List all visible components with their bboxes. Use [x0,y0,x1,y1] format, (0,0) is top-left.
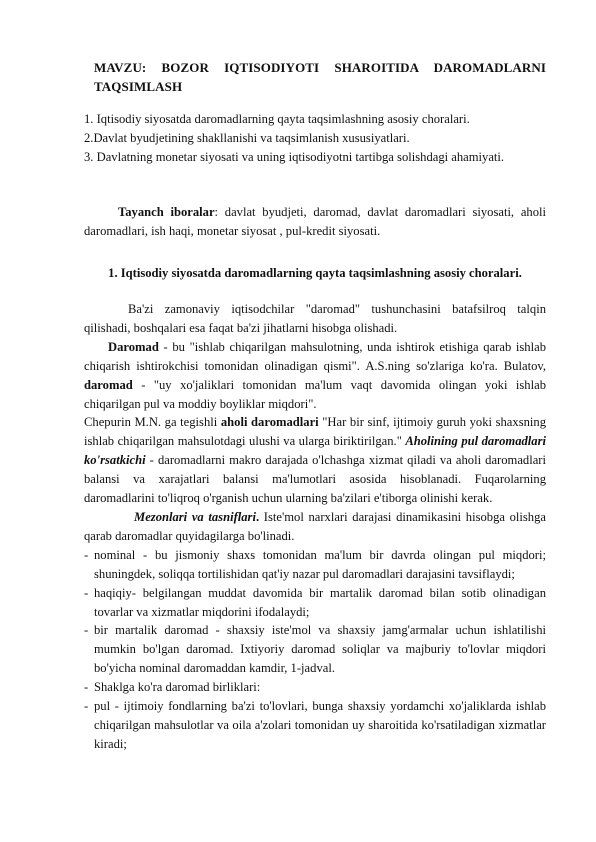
list-item [84,678,546,697]
paragraph-text: Iste'mol narxlari darajasi dinamikasini hisobga olishga qarab daromadlar quyidagilarga bo'linadi. [84,509,546,543]
term-mezonlar: Mezonlari va tasniflari [134,509,256,524]
paragraph-text: "Har bir sinf, ijtimoiy guruh yoki shaxsning ishlab chiqarilgan mahsulotdagi ulushi va ularga biriktirilgan." [84,415,546,449]
list-item-text: Shaklga ko'ra daromad birliklari: [94,680,261,695]
list-dash: - [84,585,89,600]
paragraph-text: - "uy xo'jaliklari tomonidan ma'lum vaqt davomida olingan yoki ishlab chiqarilgan pul va moddiy boyliklar miqdori". [84,377,546,411]
list-item [84,546,546,584]
paragraph-intro: Ba'zi zamonaviy iqtisodchilar "daromad" tushunchasini batafsilroq talqin qilishadi, boshqalari esa faqat ba'zi jihatlarni hisobga olishadi. [84,302,546,335]
plan-item: 2.Davlat byudjetining shakllanishi va taqsimlanish xususiyatlari. [84,130,410,145]
paragraph-mezonlar [84,508,546,546]
keywords-paragraph [84,203,546,241]
list-dash: - [84,699,89,714]
plan-item: 1. Iqtisodiy siyosatda daromadlarning qayta taqsimlashning asosiy choralari. [84,112,470,126]
paragraph-aholi-daromadlari [84,413,546,508]
term-dot: . [255,509,260,524]
list-item [84,584,546,622]
paragraph-text: - bu "ishlab chiqarilgan mahsulotning, unda ishtirok etishiga qarab ishlab chiqarish ishtirokchisi tomonidan olinadigan qismi". A.S.ning so'zlariga ko'ra. Bulatov, [84,339,546,373]
term-pul-daromadlari: Aholining pul daromadlari ko'rsatkichi [84,434,546,468]
list-item-text: nominal - bu jismoniy shaxs tomonidan ma'lum bir davrda olingan pul miqdori; shuningdek, soliqqa tortilishidan qat'iy nazar pul daromadlari darajasini tavsiflaydi; [94,547,546,581]
plan-item: 3. Davlatning monetar siyosati va uning iqtisodiyotni tartibga solishdagi ahamiyati. [84,149,505,164]
document-title: MAVZU: BOZOR IQTISODIYOTI SHAROITIDA DAROMADLARNI TAQSIMLASH [94,60,546,94]
section-body [84,300,546,754]
list-item-text: bir martalik daromad - shaxsiy iste'mol va shaxsiy jamg'armalar uchun ishlatilishi mumkin bo'lgan daromad. Ixtiyoriy daromad soliqlar va majburiy to'lovlar miqdori bo'yicha nominal daromaddan kamdir, 1-jadval. [94,623,546,676]
term-daromad-2: daromad [84,377,133,392]
term-aholi-daromadlari: aholi daromadlari [220,415,319,430]
paragraph-text: - daromadlarni makro darajada o'lchashga xizmat qiladi va aholi daromadlari balansi va xarajatlari balansi ma'lumotlari asosida hisoblanadi. Fuqarolarning daromadlarini to'liqroq o'rganish uchun ularning ba'zilari e'tiborga olinishi kerak. [84,453,546,506]
paragraph-daromad [84,338,546,414]
list-dash: - [84,680,89,695]
list-item-text: pul - ijtimoiy fondlarning ba'zi to'lovlari, bunga shaxsiy yordamchi xo'jaliklarda ishlab chiqarilgan mahsulotlar va oila a'zolari tomonidan uy sharoitida ko'rsatiladigan xizmatlar kiradi; [94,699,546,751]
keywords-label: Tayanch iboralar [118,205,215,219]
lecture-plan [84,110,546,167]
list-dash: - [84,547,89,562]
list-dash: - [84,623,89,638]
section-title: 1. Iqtisodiy siyosatda daromadlarning qayta taqsimlashning asosiy choralari. [108,266,522,280]
list-item-text: haqiqiy- belgilangan muddat davomida bir martalik daromad bilan sotib olinadigan tovarlar va xizmatlar miqdorini ifodalaydi; [94,585,546,619]
paragraph-text: Chepurin M.N. ga tegishli [84,415,221,430]
list-item [84,697,546,754]
keywords-text: : davlat byudjeti, daromad, davlat daromadlari siyosati, aholi daromadlari, ish haqi, monetar siyosat , pul-kredit siyosati. [84,205,546,238]
list-item [84,621,546,678]
term-daromad: Daromad [108,339,159,354]
